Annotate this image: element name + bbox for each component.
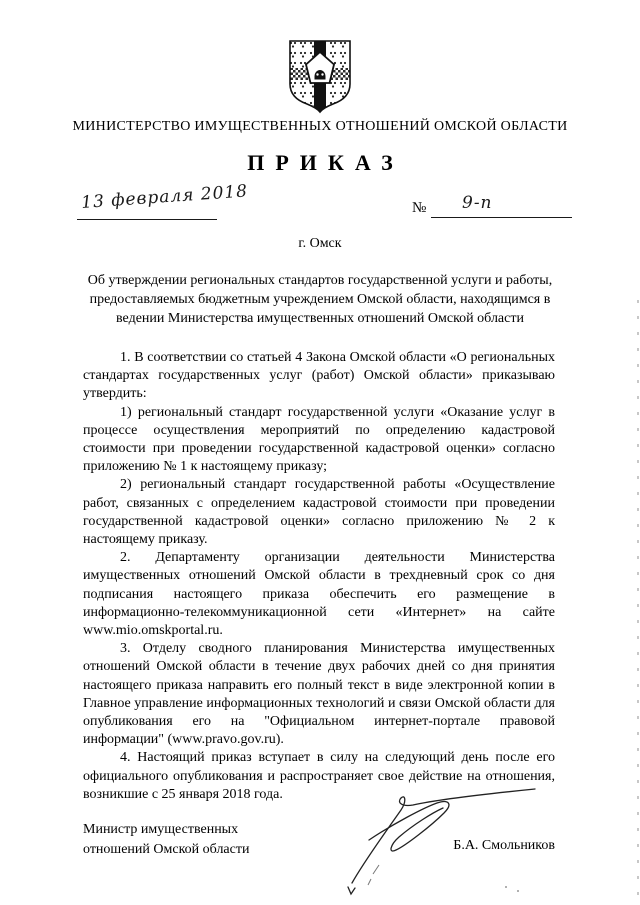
minister-position-line: Министр имущественных bbox=[83, 822, 239, 837]
body-paragraph: 2. Департаменту организации деятельности Министерства имущественных отношений Омской области в трехдневный срок со дня подписания настоящего приказа обеспечить его размещение в информационно-телекоммуникационной сети «Интернет» на сайте www.mio.omskportal.ru. bbox=[83, 550, 555, 639]
handwritten-date: 13 февраля 2018 bbox=[80, 181, 249, 213]
place-city: г. Омск bbox=[298, 236, 342, 251]
ink-speck bbox=[505, 886, 507, 888]
order-title-line: предоставляемых бюджетным учреждением Омской области, находящимся в bbox=[89, 292, 551, 307]
handwritten-number: 9-п bbox=[462, 193, 493, 213]
ink-speck bbox=[517, 890, 519, 892]
order-title-line: Об утверждении региональных стандартов государственной услуги и работы, bbox=[87, 273, 553, 288]
handwritten-signature-icon bbox=[335, 770, 550, 900]
number-symbol: № bbox=[412, 200, 427, 216]
document-type-title: ПРИКАЗ bbox=[247, 150, 404, 175]
order-body bbox=[83, 349, 555, 804]
ministry-name: МИНИСТЕРСТВО ИМУЩЕСТВЕННЫХ ОТНОШЕНИЙ ОМСКОЙ ОБЛАСТИ bbox=[72, 119, 568, 134]
order-title bbox=[85, 271, 555, 328]
body-paragraph: 1. В соответствии со статьей 4 Закона Омской области «О региональных стандартах государственных услуг (работ) Омской области» приказываю утвердить: bbox=[83, 350, 555, 402]
signatory-name: Б.А. Смольников bbox=[453, 838, 555, 853]
omsk-coat-of-arms-icon bbox=[288, 40, 352, 114]
number-underline bbox=[431, 217, 572, 218]
minister-position bbox=[83, 820, 249, 860]
body-paragraph: 1) региональный стандарт государственной услуги «Оказание услуг в процессе осуществления мероприятий по определению кадастровой стоимости при проведении государственной кадастровой оценки» согласно приложению № 1 к настоящему приказу; bbox=[83, 404, 555, 475]
body-paragraph: 4. Настоящий приказ вступает в силу на следующий день после его официального опубликования и распространяет свое действие на отношения, возникшие с 25 января 2018 года. bbox=[83, 750, 555, 802]
date-underline bbox=[77, 219, 217, 220]
scan-edge-artifact bbox=[637, 300, 639, 900]
minister-position-line: отношений Омской области bbox=[83, 842, 250, 857]
order-title-line: ведении Министерства имущественных отношений Омской области bbox=[116, 311, 524, 326]
body-paragraph: 3. Отделу сводного планирования Министерства имущественных отношений Омской области в течение двух рабочих дней со дня принятия настоящего приказа направить его полный текст в виде электронной копии в Главное управление информационных технологий и связи Омской области для опубликования его на "Официальном интернет-портале правовой информации" (www.pravo.gov.ru). bbox=[83, 641, 555, 748]
body-paragraph: 2) региональный стандарт государственной работы «Осуществление работ, связанных с определением кадастровой стоимости при проведении государственной кадастровой оценки» согласно приложению № 2 к настоящему приказу. bbox=[83, 477, 555, 548]
